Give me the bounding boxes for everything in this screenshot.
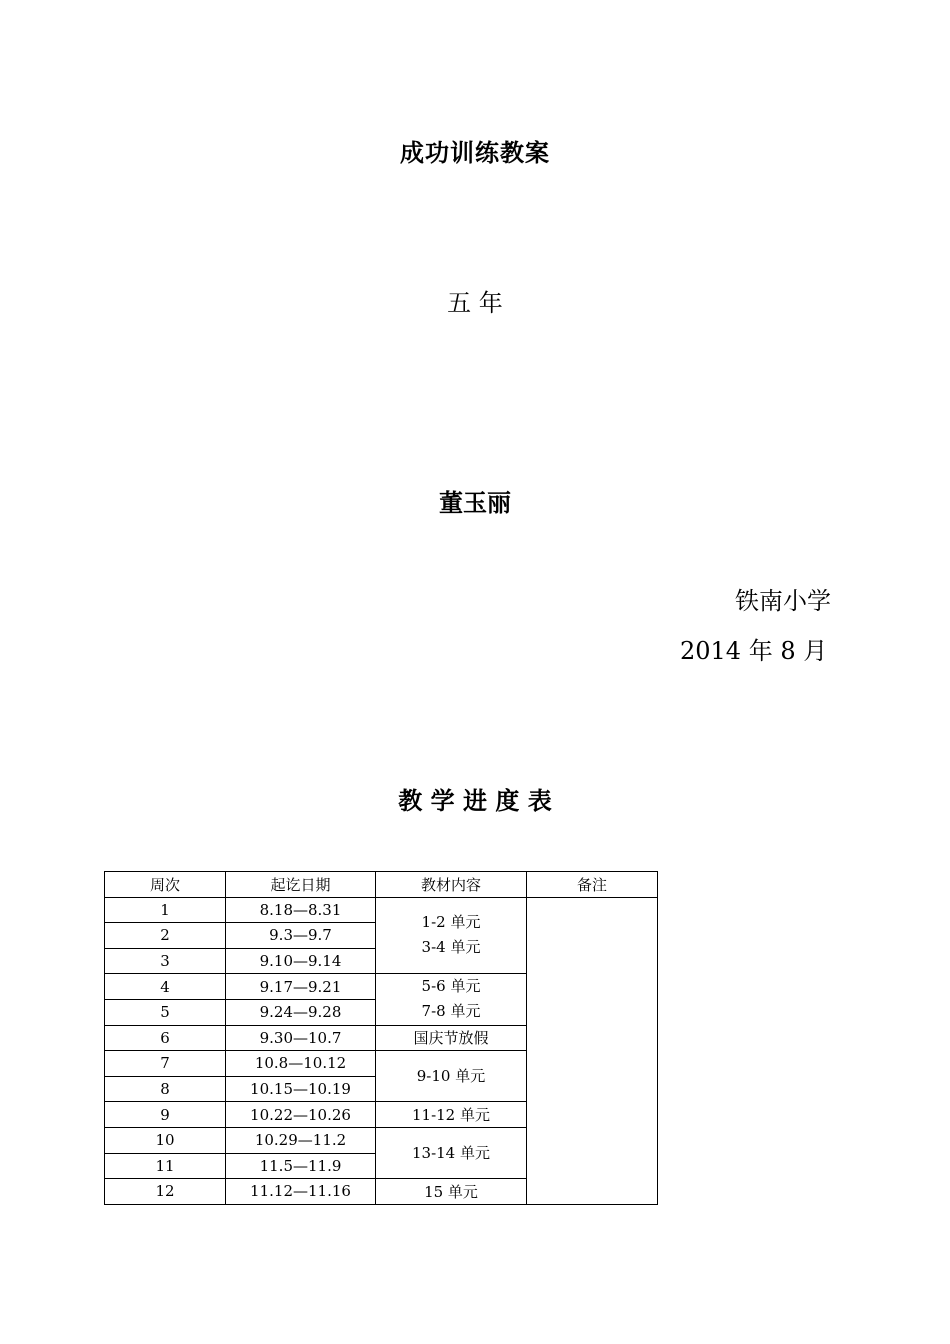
table-header-row xyxy=(105,872,658,898)
content-line: 5-6 单元 xyxy=(421,977,481,996)
table-row xyxy=(105,897,658,923)
week-cell: 9 xyxy=(105,1102,226,1128)
content-cell: 15 单元 xyxy=(376,1179,527,1205)
content-line: 9-10 单元 xyxy=(416,1066,486,1085)
header-notes: 备注 xyxy=(527,872,658,898)
dates-cell: 9.30—10.7 xyxy=(226,1025,376,1051)
document-date: 2014 年 8 月 xyxy=(680,637,828,665)
school-name: 铁南小学 xyxy=(735,587,831,615)
content-cell xyxy=(376,897,527,974)
teacher-name: 董玉丽 xyxy=(439,488,511,517)
week-cell: 6 xyxy=(105,1025,226,1051)
dates-cell: 11.12—11.16 xyxy=(226,1179,376,1205)
header-content: 教材内容 xyxy=(376,872,527,898)
dates-cell: 9.3—9.7 xyxy=(226,923,376,949)
dates-cell: 10.29—11.2 xyxy=(226,1127,376,1153)
week-cell: 7 xyxy=(105,1051,226,1077)
content-cell: 国庆节放假 xyxy=(376,1025,527,1051)
week-cell: 4 xyxy=(105,974,226,1000)
dates-cell: 11.5—11.9 xyxy=(226,1153,376,1179)
dates-cell: 9.10—9.14 xyxy=(226,948,376,974)
schedule-table xyxy=(104,871,658,1205)
header-week: 周次 xyxy=(105,872,226,898)
week-cell: 2 xyxy=(105,923,226,949)
dates-cell: 8.18—8.31 xyxy=(226,897,376,923)
content-line: 13-14 单元 xyxy=(411,1143,490,1162)
dates-cell: 10.22—10.26 xyxy=(226,1102,376,1128)
dates-cell: 10.15—10.19 xyxy=(226,1076,376,1102)
content-line: 7-8 单元 xyxy=(421,1002,481,1021)
content-cell xyxy=(376,1051,527,1102)
week-cell: 3 xyxy=(105,948,226,974)
notes-cell xyxy=(527,897,658,1204)
header-dates: 起讫日期 xyxy=(226,872,376,898)
week-cell: 11 xyxy=(105,1153,226,1179)
content-line: 1-2 单元 xyxy=(421,913,481,932)
document-title: 成功训练教案 xyxy=(400,138,550,167)
schedule-title: 教 学 进 度 表 xyxy=(398,786,552,815)
content-cell xyxy=(376,1127,527,1178)
week-cell: 12 xyxy=(105,1179,226,1205)
week-cell: 5 xyxy=(105,999,226,1025)
dates-cell: 10.8—10.12 xyxy=(226,1051,376,1077)
content-cell: 11-12 单元 xyxy=(376,1102,527,1128)
dates-cell: 9.17—9.21 xyxy=(226,974,376,1000)
content-cell xyxy=(376,974,527,1025)
week-cell: 10 xyxy=(105,1127,226,1153)
week-cell: 8 xyxy=(105,1076,226,1102)
grade-label: 五 年 xyxy=(447,289,503,317)
week-cell: 1 xyxy=(105,897,226,923)
content-line: 3-4 单元 xyxy=(421,938,481,957)
dates-cell: 9.24—9.28 xyxy=(226,999,376,1025)
